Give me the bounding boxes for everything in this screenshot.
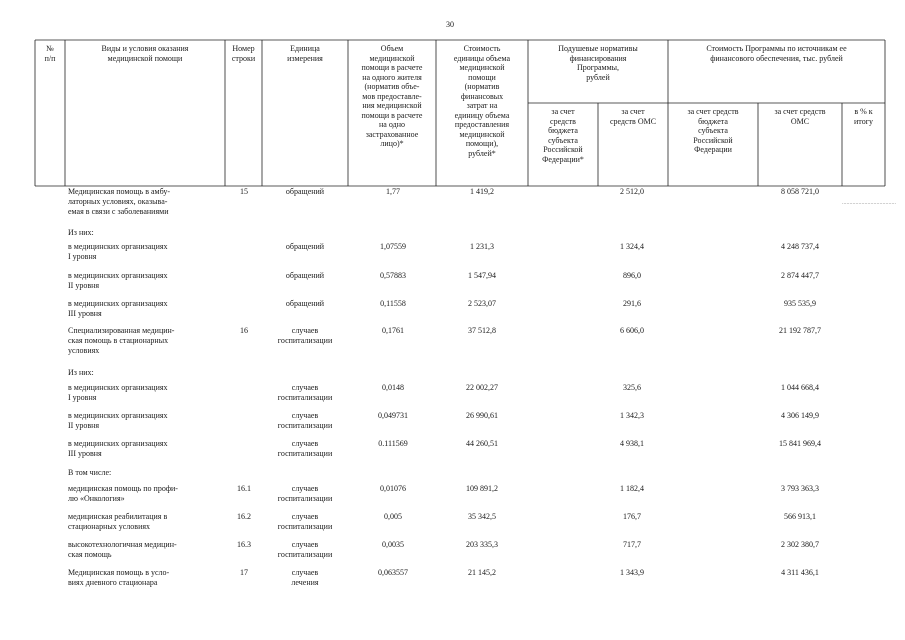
row-unit: случаев госпитализации xyxy=(277,439,333,458)
row-name: Медицинская помощь в амбу- латорных условиях, оказыва- емая в связи с заболеваниями xyxy=(68,187,171,216)
row-unit: случаев госпитализации xyxy=(277,512,333,531)
row-name: медицинская реабилитация в стационарных условиях xyxy=(68,512,168,531)
row-oms: 6 606,0 xyxy=(620,326,644,335)
header-unit: Единица измерения xyxy=(287,44,323,63)
row-total: 4 311 436,1 xyxy=(781,568,819,577)
header-per-capita-budget: за счет средств бюджета субъекта Российской Федерации* xyxy=(542,107,584,164)
row-volume: 1,07559 xyxy=(380,242,406,251)
row-name: в медицинских организациях I уровня xyxy=(68,242,168,261)
row-oms: 1 342,3 xyxy=(620,411,644,420)
row-code: 16.1 xyxy=(237,484,251,493)
row-unit: обращений xyxy=(285,271,325,280)
row-volume: 0,005 xyxy=(384,512,402,521)
row-volume: 0,0035 xyxy=(382,540,404,549)
row-oms: 325,6 xyxy=(623,383,641,392)
row-name: в медицинских организациях III уровня xyxy=(68,299,168,318)
row-code: 15 xyxy=(240,187,248,196)
row-total: 4 248 737,4 xyxy=(781,242,819,251)
row-total: 2 302 380,7 xyxy=(781,540,819,549)
row-total: 4 306 149,9 xyxy=(781,411,819,420)
row-oms: 1 343,9 xyxy=(620,568,644,577)
row-unit: случаев госпитализации xyxy=(277,484,333,503)
row-name: Специализированная медицин- ская помощь в стационарных условиях xyxy=(68,326,175,355)
row-total: 566 913,1 xyxy=(784,512,816,521)
row-cost: 44 260,51 xyxy=(466,439,498,448)
row-volume: 0,57883 xyxy=(380,271,406,280)
row-name: высокотехнологичная медицин- ская помощь xyxy=(68,540,177,559)
section-of-them: Из них: xyxy=(68,228,94,237)
row-unit: случаев госпитализации xyxy=(277,540,333,559)
row-code: 16 xyxy=(240,326,248,335)
row-cost: 37 512,8 xyxy=(468,326,496,335)
row-volume: 0,049731 xyxy=(378,411,408,420)
row-oms: 717,7 xyxy=(623,540,641,549)
row-unit: случаев госпитализации xyxy=(277,411,333,430)
section-including: В том числе: xyxy=(68,468,112,477)
header-program-oms: за счет средств ОМС xyxy=(774,107,826,126)
header-num: № п/п xyxy=(44,44,56,63)
row-unit: случаев лечения xyxy=(291,568,319,587)
row-code: 16.3 xyxy=(237,540,251,549)
row-volume: 1,77 xyxy=(386,187,400,196)
row-oms: 291,6 xyxy=(623,299,641,308)
row-total: 8 058 721,0 xyxy=(781,187,819,196)
row-cost: 1 231,3 xyxy=(470,242,494,251)
row-cost: 203 335,3 xyxy=(466,540,498,549)
row-oms: 1 182,4 xyxy=(620,484,644,493)
row-code: 16.2 xyxy=(237,512,251,521)
row-cost: 1 419,2 xyxy=(470,187,494,196)
row-cost: 26 990,61 xyxy=(466,411,498,420)
row-cost: 21 145,2 xyxy=(468,568,496,577)
page-number: 30 xyxy=(446,20,454,29)
row-cost: 2 523,07 xyxy=(468,299,496,308)
header-code: Номер строки xyxy=(231,44,256,63)
row-volume: 0.111569 xyxy=(378,439,408,448)
row-total: 935 535,9 xyxy=(784,299,816,308)
row-name: в медицинских организациях II уровня xyxy=(68,271,168,290)
row-volume: 0,1761 xyxy=(382,326,404,335)
row-volume: 0,01076 xyxy=(380,484,406,493)
header-per-capita: Подушевые нормативы финансирования Программы, рублей xyxy=(558,44,638,82)
header-program-cost: Стоимость Программы по источникам ее финансового обеспечения, тыс. рублей xyxy=(706,44,847,63)
row-total: 2 874 447,7 xyxy=(781,271,819,280)
header-program-budget: за счет средств бюджета субъекта Российской Федерации xyxy=(687,107,739,154)
row-cost: 35 342,5 xyxy=(468,512,496,521)
row-cost: 109 891,2 xyxy=(466,484,498,493)
row-oms: 176,7 xyxy=(623,512,641,521)
row-oms: 896,0 xyxy=(623,271,641,280)
section-of-them: Из них: xyxy=(68,368,94,377)
header-per-capita-oms: за счет средств ОМС xyxy=(609,107,657,126)
row-volume: 0,063557 xyxy=(378,568,408,577)
row-unit: обращений xyxy=(285,299,325,308)
row-total: 1 044 668,4 xyxy=(781,383,819,392)
row-unit: случаев госпитализации xyxy=(277,383,333,402)
row-total: 3 793 363,3 xyxy=(781,484,819,493)
header-types: Виды и условия оказания медицинской помощи xyxy=(101,44,189,63)
row-oms: 4 938,1 xyxy=(620,439,644,448)
row-name: в медицинских организациях III уровня xyxy=(68,439,168,458)
row-name: в медицинских организациях II уровня xyxy=(68,411,168,430)
row-cost: 1 547,94 xyxy=(468,271,496,280)
row-unit: обращений xyxy=(285,187,325,196)
header-volume: Объем медицинской помощи в расчете на одного жителя (норматив объе- мов предоставле- ния медицинской помощи в расчете на одно застрахованное лицо)* xyxy=(361,44,423,148)
header-cost: Стоимость единицы объема медицинской помощи (норматив финансовых затрат на единицу объема предоставления медицинской помощи), рублей* xyxy=(453,44,511,158)
row-total: 15 841 969,4 xyxy=(779,439,821,448)
row-name: Медицинская помощь в усло- виях дневного стационара xyxy=(68,568,170,587)
row-total: 21 192 787,7 xyxy=(779,326,821,335)
row-code: 17 xyxy=(240,568,248,577)
row-oms: 1 324,4 xyxy=(620,242,644,251)
row-name: в медицинских организациях I уровня xyxy=(68,383,168,402)
row-volume: 0,11558 xyxy=(380,299,406,308)
row-volume: 0,0148 xyxy=(382,383,404,392)
row-unit: случаев госпитализации xyxy=(277,326,333,345)
header-program-percent: в % к итогу xyxy=(854,107,873,126)
row-cost: 22 002,27 xyxy=(466,383,498,392)
row-name: медицинская помощь по профи- лю «Онкология» xyxy=(68,484,178,503)
ellipsis-mark: .................................... xyxy=(842,200,896,206)
row-oms: 2 512,0 xyxy=(620,187,644,196)
row-unit: обращений xyxy=(285,242,325,251)
